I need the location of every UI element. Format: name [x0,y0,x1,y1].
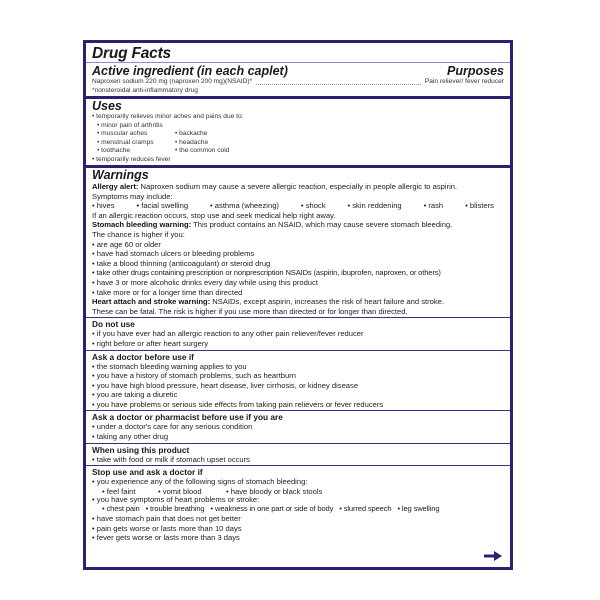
uses-item: • backache [175,130,208,137]
heart-warning-label: Heart attach and stroke warning: [92,297,211,307]
bleeding-sign: • vomit blood [158,486,202,496]
do-not-use-item: • if you have ever had an allergic reaction to any other pain reliever/fever reducer [92,329,364,339]
do-not-use-section [86,317,510,349]
ask-pharmacist-item: • under a doctor's care for any serious condition [92,422,253,432]
warnings-section [86,165,510,317]
heart-sign: • chest pain [102,504,140,514]
uses-grid [92,130,504,156]
when-using-item: • take with food or milk if stomach upset occurs [92,454,250,464]
chance-item: • are age 60 or older [92,239,161,249]
bleeding-sign: • feel faint [102,486,136,496]
uses-item: • headache [175,138,209,146]
ask-pharmacist-heading: Ask a doctor or pharmacist before use if you are [92,412,283,423]
uses-intro: • temporarily relieves minor aches and pains due to: [92,113,244,120]
active-ingredient-heading: Active ingredient (in each caplet) [92,64,288,78]
leader-dots [256,84,421,85]
nsaid-footnote: *nonsteroidal anti-inflammatory drug [92,86,198,94]
ask-doctor-item: • you have problems or serious side effects from taking pain relievers or fever reducers [92,399,384,409]
uses-item: • toothache [97,147,131,154]
purpose-text: Pain reliever/ fever reducer [424,78,504,85]
chance-item: • have had stomach ulcers or bleeding problems [92,249,255,259]
heart-sign: • weakness in one part or side of body [210,504,334,514]
uses-item: • muscular aches [97,130,148,137]
uses-item: • menstrual cramps [97,138,154,146]
symptom-item: • shock [300,201,326,211]
chance-item: • take more or for a longer time than directed [92,287,243,297]
stop-use-bleeding-intro: • you experience any of the following signs of stomach bleeding: [92,477,308,487]
heart-stroke-warning [92,297,504,307]
stop-use-item: • fever gets worse or lasts more than 3 days [92,533,240,543]
chance-item: • take other drugs containing prescription or nonprescription NSAIDs (aspirin, ibuprofen, naproxen, or others) [92,268,441,278]
ask-doctor-item: • you have high blood pressure, heart disease, liver cirrhosis, or kidney disease [92,380,359,390]
symptom-item: • hives [92,201,115,211]
allergy-alert-label: Allergy alert: [92,182,139,191]
uses-heading: Uses [92,99,122,113]
uses-item: • temporarily reduces fever [92,155,171,163]
ingredient-text: Naproxen sodium 220 mg (naproxen 200 mg)(NSAID)* [92,78,253,85]
heart-signs [92,504,504,514]
arrow-right-icon [484,551,502,561]
allergy-after-text: If an allergic reaction occurs, stop use and seek medical help right away. [92,210,336,220]
heart-sign: • leg swelling [397,504,440,514]
uses-item: • minor pain of arthritis [97,121,163,129]
purposes-heading: Purposes [447,64,504,78]
symptoms-intro: Symptoms may include: [92,191,173,201]
ask-doctor-heading: Ask a doctor before use if [92,351,194,362]
symptom-item: • blisters [465,201,494,211]
drug-facts-header [86,43,510,63]
chance-item: • have 3 or more alcoholic drinks every day while using this product [92,277,318,287]
chance-item: • take a blood thinning (anticoagulant) or steroid drug [92,258,271,268]
bleeding-sign: • have bloody or black stools [226,486,323,496]
stop-use-heading: Stop use and ask a doctor if [92,467,203,478]
active-ingredient-section [86,63,510,96]
ask-pharmacist-item: • taking any other drug [92,432,169,442]
heart-warning-text-2: These can be fatal. The risk is higher if you use more than directed or for longer than directed. [92,306,408,316]
drug-facts-label [83,40,513,570]
heart-warning-text: NSAIDs, except aspirin, increases the risk of heart failure and stroke. [210,297,444,307]
symptom-item: • skin reddening [347,201,402,211]
ask-doctor-item: • you have a history of stomach problems, such as heartburn [92,371,296,381]
ask-doctor-section [86,350,510,411]
stomach-bleeding-warning [92,220,504,230]
do-not-use-heading: Do not use [92,319,135,330]
chance-intro: The chance is higher if you: [92,229,185,239]
heart-sign: • trouble breathing [145,504,205,514]
when-using-heading: When using this product [92,444,190,455]
stomach-warning-label: Stomach bleeding warning: [92,220,192,230]
uses-section [86,96,510,165]
allergy-alert-text: Naproxen sodium may cause a severe allergic reaction, especially in people allergic to aspirin. [138,182,458,191]
symptoms-list [92,201,504,211]
stop-use-section [86,465,510,543]
warnings-heading: Warnings [92,168,149,182]
heart-sign: • slurred speech [339,504,392,514]
symptom-item: • rash [423,201,444,211]
ask-doctor-item: • you are taking a diuretic [92,390,178,400]
allergy-alert [92,182,504,192]
when-using-section [86,443,510,466]
stop-use-item: • pain gets worse or lasts more than 10 days [92,523,242,533]
stop-use-item: • have stomach pain that does not get better [92,514,241,524]
ask-pharmacist-section [86,410,510,442]
stop-use-heart-intro: • you have symptoms of heart problems or stroke: [92,495,260,505]
drug-facts-title: Drug Facts [92,45,171,62]
symptom-item: • asthma (wheezing) [210,201,279,211]
ask-doctor-item: • the stomach bleeding warning applies to you [92,361,247,371]
uses-item: • the common cold [175,147,230,154]
do-not-use-item: • right before or after heart surgery [92,338,209,348]
stomach-warning-text: This product contains an NSAID, which may cause severe stomach bleeding. [191,220,453,230]
symptom-item: • facial swelling [136,201,189,211]
